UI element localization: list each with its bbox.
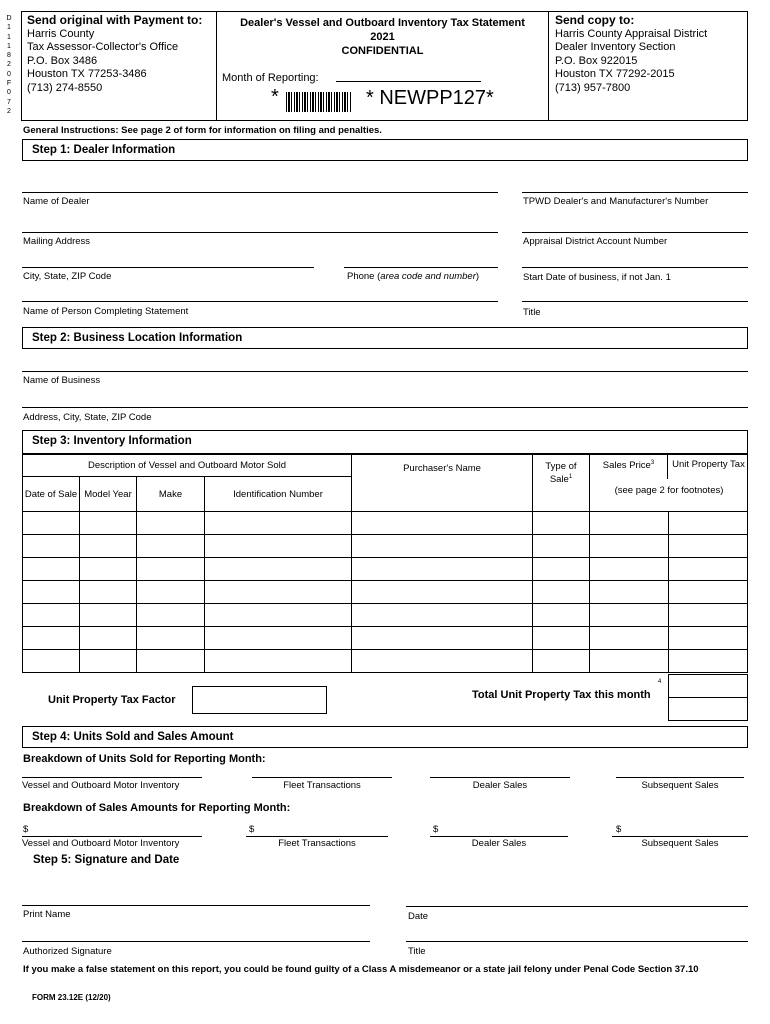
send-copy-line: Houston TX 77292-2015 <box>555 68 675 80</box>
signer-title-label: Title <box>408 946 426 957</box>
step5-header: Step 5: Signature and Date <box>33 854 180 866</box>
sales-subsequent-field[interactable] <box>612 836 748 837</box>
form-number: FORM 23.12E (12/20) <box>32 993 111 1002</box>
units-vessel-label: Vessel and Outboard Motor Inventory <box>22 780 180 791</box>
false-statement-warning: If you make a false statement on this report, you could be found guilty of a Class A misdemeanor or a state jail felony under Penal Code Section 37.10 <box>23 964 699 975</box>
title-field[interactable] <box>522 301 748 302</box>
send-original-heading: Send original with Payment to: <box>27 13 203 27</box>
description-group-header: Description of Vessel and Outboard Motor Sold <box>23 455 352 477</box>
phone-label: Phone (area code and number) <box>347 271 480 282</box>
tpwd-number-label: TPWD Dealer's and Manufacturer's Number <box>523 196 709 207</box>
send-copy-heading: Send copy to: <box>555 13 635 27</box>
sales-dealer-label: Dealer Sales <box>471 838 527 849</box>
business-address-field[interactable] <box>22 407 748 408</box>
phone-field[interactable] <box>344 267 498 268</box>
sales-fleet-label: Fleet Transactions <box>278 838 356 849</box>
form-title: Dealer's Vessel and Outboard Inventory Tax Statement <box>240 17 525 29</box>
dollar-sign: $ <box>23 824 29 835</box>
title-label: Title <box>523 307 541 318</box>
form-year: 2021 <box>370 31 395 43</box>
price-tax-header <box>590 455 748 512</box>
unit-tax-factor-field[interactable] <box>192 686 327 714</box>
table-row <box>23 650 748 673</box>
step4-header: Step 4: Units Sold and Sales Amount <box>22 726 748 748</box>
units-subsequent-label: Subsequent Sales <box>641 780 719 791</box>
business-name-label: Name of Business <box>23 375 101 386</box>
units-subsequent-field[interactable] <box>616 777 744 778</box>
send-original-line: Harris County <box>27 27 95 40</box>
dealer-name-label: Name of Dealer <box>23 196 90 207</box>
sales-subsequent-label: Subsequent Sales <box>641 838 719 849</box>
table-row <box>23 535 748 558</box>
month-of-reporting-label: Month of Reporting: <box>222 72 319 84</box>
business-address-label: Address, City, State, ZIP Code <box>23 412 152 423</box>
city-state-zip-label: City, State, ZIP Code <box>23 271 112 282</box>
sales-dealer-field[interactable] <box>430 836 568 837</box>
form-title-block <box>217 16 548 58</box>
units-fleet-label: Fleet Transactions <box>283 780 361 791</box>
appraisal-account-field[interactable] <box>522 232 748 233</box>
sales-fleet-field[interactable] <box>246 836 388 837</box>
total-unit-tax-label: Total Unit Property Tax this month <box>472 689 651 701</box>
authorized-signature-field[interactable] <box>22 941 370 942</box>
dollar-sign: $ <box>249 824 255 835</box>
table-row <box>23 581 748 604</box>
signer-title-field[interactable] <box>406 941 748 942</box>
total-unit-tax-footnote: 4 <box>658 679 662 685</box>
units-dealer-label: Dealer Sales <box>472 780 528 791</box>
barcode-text: * NEWPP127* <box>366 87 494 109</box>
person-completing-label: Name of Person Completing Statement <box>23 306 189 317</box>
identification-header: Identification Number <box>205 477 352 512</box>
general-instructions: General Instructions: See page 2 of form for information on filing and penalties. <box>23 125 382 136</box>
send-original-line: P.O. Box 3486 <box>27 54 98 67</box>
person-completing-field[interactable] <box>22 301 498 302</box>
send-copy-block <box>555 14 707 95</box>
sales-vessel-field[interactable] <box>22 836 202 837</box>
barcode-image <box>286 92 352 112</box>
units-breakdown-heading: Breakdown of Units Sold for Reporting Month: <box>23 753 266 765</box>
print-name-label: Print Name <box>23 909 71 920</box>
dealer-name-field[interactable] <box>22 192 498 193</box>
sales-price-header: Sales Price$^3$ <box>590 455 668 479</box>
table-row <box>23 512 748 535</box>
barcode-star-left: * <box>271 86 279 108</box>
table-row <box>23 604 748 627</box>
inventory-table <box>22 454 748 673</box>
vertical-form-code: D 1 1 1 8 2 0 F 0 7 2 <box>6 15 12 115</box>
units-dealer-field[interactable] <box>430 777 570 778</box>
send-copy-line: Dealer Inventory Section <box>555 41 676 53</box>
confidential-label: CONFIDENTIAL <box>341 45 424 57</box>
authorized-signature-label: Authorized Signature <box>23 946 112 957</box>
send-original-block <box>27 14 202 95</box>
units-fleet-field[interactable] <box>252 777 392 778</box>
unit-tax-header: Unit Property Tax <box>672 459 745 470</box>
send-copy-line: Harris County Appraisal District <box>555 27 708 40</box>
table-row <box>23 627 748 650</box>
step3-header: Step 3: Inventory Information <box>22 430 748 454</box>
date-field[interactable] <box>406 906 748 907</box>
sales-vessel-label: Vessel and Outboard Motor Inventory <box>22 838 180 849</box>
send-copy-line: P.O. Box 922015 <box>555 54 638 67</box>
start-date-label: Start Date of business, if not Jan. 1 <box>523 272 671 283</box>
date-label: Date <box>408 911 429 922</box>
unit-tax-factor-label: Unit Property Tax Factor <box>48 694 176 706</box>
footnote-note: (see page 2 for footnotes) <box>614 485 724 496</box>
purchaser-header: Purchaser's Name <box>352 455 533 512</box>
tpwd-number-field[interactable] <box>522 192 748 193</box>
send-original-line: (713) 274-8550 <box>27 81 103 94</box>
total-field-divider <box>668 697 748 698</box>
dollar-sign: $ <box>433 824 439 835</box>
appraisal-account-label: Appraisal District Account Number <box>523 236 668 247</box>
units-vessel-field[interactable] <box>22 777 202 778</box>
table-row <box>23 558 748 581</box>
print-name-field[interactable] <box>22 905 370 906</box>
step1-header: Step 1: Dealer Information <box>22 139 748 161</box>
sales-breakdown-heading: Breakdown of Sales Amounts for Reporting Month: <box>23 802 291 814</box>
send-copy-line: (713) 957-7800 <box>555 81 631 94</box>
make-header: Make <box>137 477 205 512</box>
type-of-sale-header: Type of Sale$^1$ <box>533 455 590 512</box>
business-name-field[interactable] <box>22 371 748 372</box>
mailing-address-label: Mailing Address <box>23 236 91 247</box>
start-date-field[interactable] <box>522 267 748 268</box>
dollar-sign: $ <box>616 824 622 835</box>
send-original-line: Tax Assessor-Collector's Office <box>27 41 179 53</box>
header-divider-right <box>548 11 549 121</box>
date-of-sale-header: Date of Sale <box>23 477 80 512</box>
mailing-address-field[interactable] <box>22 232 498 233</box>
month-of-reporting-field[interactable] <box>336 81 481 82</box>
model-year-header: Model Year <box>80 477 137 512</box>
send-original-line: Houston TX 77253-3486 <box>27 68 147 80</box>
step2-header: Step 2: Business Location Information <box>22 327 748 349</box>
city-state-zip-field[interactable] <box>22 267 314 268</box>
